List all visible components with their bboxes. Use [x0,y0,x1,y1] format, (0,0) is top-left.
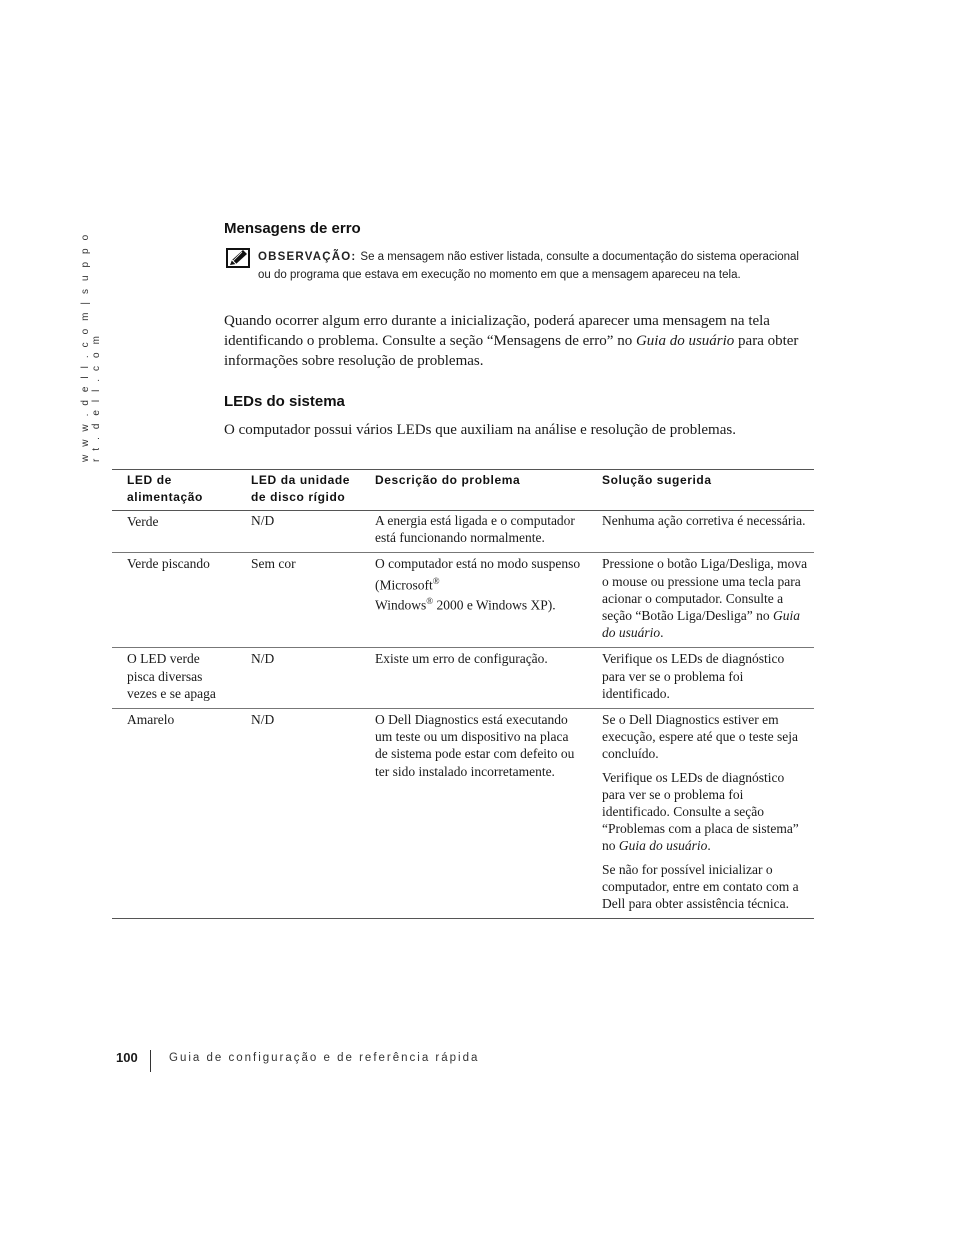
solution-text: Verifique os LEDs de diagnóstico para ver se o problema foi identificado. Consulte a seção “Problemas com a placa de sistema” no [602,769,799,854]
heading-mensagens-de-erro: Mensagens de erro [224,220,361,237]
table-row [112,709,814,919]
table-row [112,511,814,553]
cell-disk: N/D [236,648,360,709]
paragraph-italic-ref: Guia do usuário [635,333,735,349]
cell-description: Existe um erro de configuração. [360,648,587,709]
side-url-text: w w w . d e l l . c o m | s u p p o r t . d e l l . c o m [80,232,102,462]
cell-solution: Nenhuma ação corretiva é necessária. [587,511,814,553]
solution-text: Pressione o botão Liga/Desliga, mova o mouse ou pressione uma tecla para acionar o computador. Consulte a seção “Botão Liga/Desliga” no [602,556,808,624]
registered-mark: ® [432,575,440,586]
table-row [112,648,814,709]
cell-solution: Verifique os LEDs de diagnóstico para ver se o problema foi identificado. [587,648,814,709]
solution-text-end: . [707,838,711,854]
page-number: 100 [116,1050,138,1065]
solution-paragraph: Se o Dell Diagnostics estiver em execução, espere até que o teste seja concluído. [602,712,799,762]
cell-solution [587,709,814,919]
header-descricao: Descrição do problema [360,470,587,511]
led-table [112,469,814,919]
paragraph-mensagens-de-erro [224,311,816,371]
cell-disk: N/D [236,709,360,919]
desc-text: Windows [375,597,427,613]
header-led-disco: LED da unidade de disco rígido [236,470,360,511]
cell-power: O LED verde pisca diversas vezes e se apaga [112,648,236,709]
header-led-alimentacao: LED de alimentação [112,470,236,511]
solution-text-end: . [660,625,664,641]
footer-divider [150,1050,151,1072]
note-observacao [258,249,814,284]
cell-power: Verde piscando [112,553,236,648]
registered-mark: ® [426,596,434,607]
desc-text: 2000 e Windows XP). [433,597,556,613]
cell-power: Verde [112,511,236,553]
note-pencil-icon [226,248,250,268]
solution-paragraph: Se não for possível inicializar o computador, entre em contato com a Dell para obter assistência técnica. [602,861,799,912]
solution-paragraph [602,769,808,855]
cell-description [360,553,587,648]
table-header-row [112,470,814,511]
header-solucao: Solução sugerida [587,470,814,511]
paragraph-leds-intro: O computador possui vários LEDs que auxiliam na análise e resolução de problemas. [224,422,736,438]
footer-title: Guia de configuração e de referência rápida [169,1052,480,1064]
solution-italic-ref: Guia do usuário [618,838,708,854]
desc-text: O computador está no modo suspenso (Microsoft [375,556,581,593]
paragraph-text: Quando ocorrer algum erro durante a inicialização, poderá aparecer uma mensagem na tela identificando o problema. Consulte a seção “Mensagens de erro” no [224,313,770,349]
cell-power: Amarelo [112,709,236,919]
cell-disk: N/D [236,511,360,553]
note-label: OBSERVAÇÃO: [258,251,357,263]
paragraph-text-end: para obter informações sobre resolução de problemas. [224,333,799,369]
cell-description: O Dell Diagnostics está executando um teste ou um dispositivo na placa de sistema pode estar com defeito ou ter sido instalado incorretamente. [360,709,587,919]
cell-solution [587,553,814,648]
cell-description: A energia está ligada e o computador está funcionando normalmente. [360,511,587,553]
note-text: Se a mensagem não estiver listada, consulte a documentação do sistema operacional ou do programa que estava em execução no momento em que a mensagem apareceu na tela. [258,251,799,281]
table-row [112,553,814,648]
heading-leds-do-sistema: LEDs do sistema [224,393,345,410]
solution-italic-ref: Guia do usuário [602,608,800,641]
cell-disk: Sem cor [236,553,360,648]
